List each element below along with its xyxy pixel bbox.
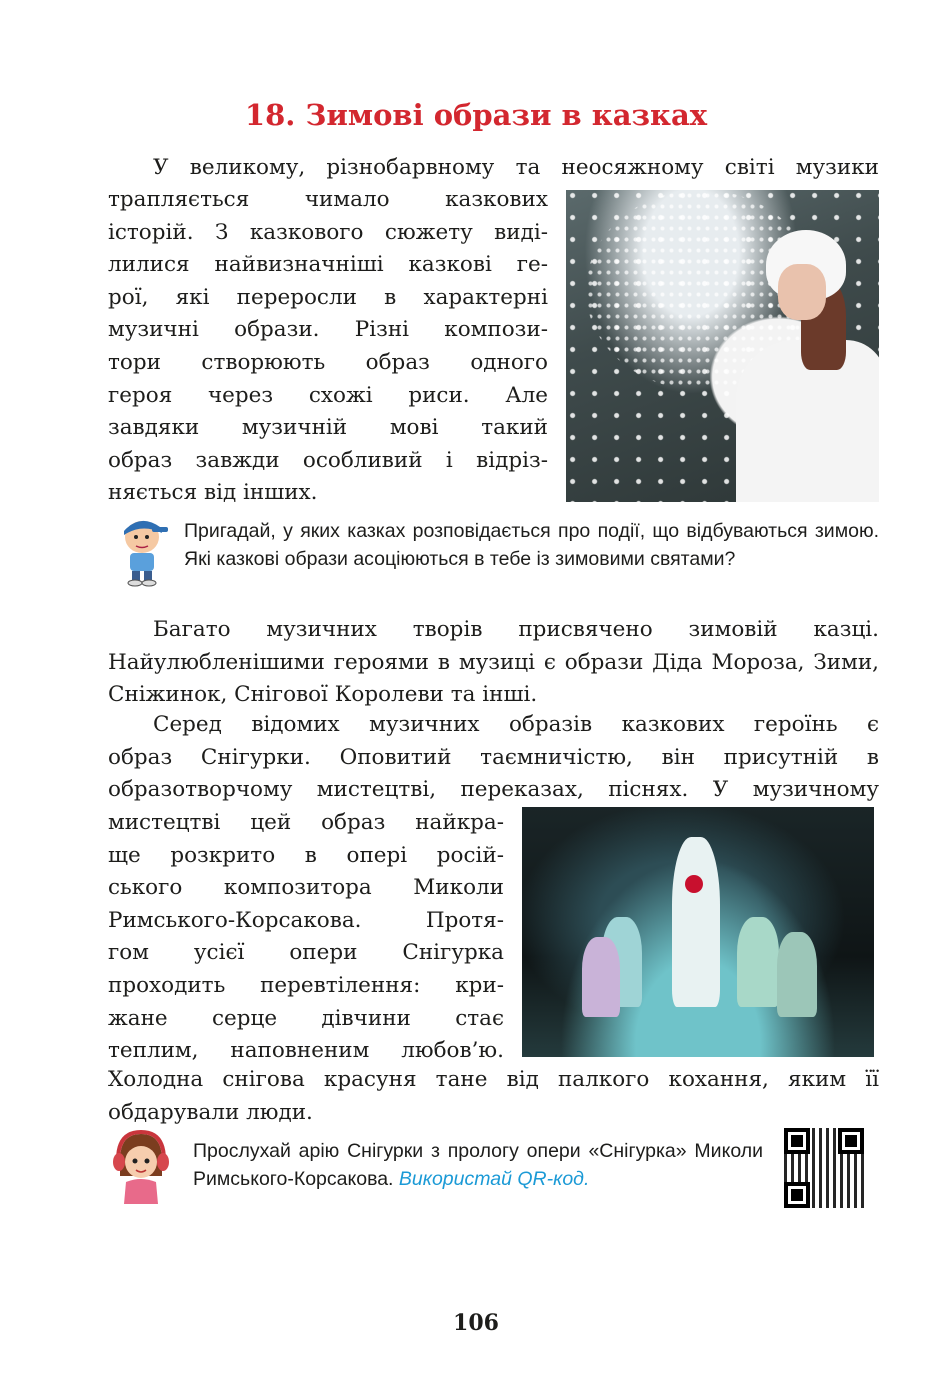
text-line: жане серце дівчини стає bbox=[108, 1005, 504, 1031]
page-title: 18. Зимові образи в казках bbox=[244, 98, 708, 132]
thinking-boy-icon bbox=[112, 515, 170, 587]
text-line: мистецтві цей образ найкра- bbox=[108, 810, 504, 835]
page-number: 106 bbox=[453, 1310, 499, 1336]
text-line: лилися найвизначніші казкові ге- bbox=[108, 252, 548, 278]
task-listen-text bbox=[193, 1138, 763, 1193]
dancer-figure bbox=[582, 937, 620, 1017]
task-recall-text: Пригадай, у яких казках розповідається про події, що відбуваються зимою. Які казкові образи асоціюються в тебе із зимовими святами? bbox=[184, 520, 879, 570]
qr-hint-link[interactable]: Використай QR-код. bbox=[398, 1167, 590, 1190]
text-line: образотворчому мистецтві, переказах, піснях. У музичному bbox=[108, 777, 879, 803]
text-line: тори створюють образ одного bbox=[108, 350, 548, 375]
text-line: ще розкрито в опері росій- bbox=[108, 842, 504, 868]
dancer-figure bbox=[737, 917, 779, 1007]
intro-first-line: У великому, різнобарвному та неосяжному світі музики bbox=[153, 155, 879, 180]
qr-finder bbox=[784, 1128, 810, 1154]
opera-snow-maiden-photo bbox=[522, 807, 874, 1057]
text-line: образ завжди особливий і відріз- bbox=[108, 447, 548, 473]
qr-finder bbox=[784, 1182, 810, 1208]
text-line: обдарували люди. bbox=[108, 1099, 313, 1125]
text-line: Серед відомих музичних образів казкових героїнь є bbox=[153, 712, 879, 737]
task-listen-instruction: Прослухай арію Снігурки з прологу опери «Снігурка» Миколи Римського-Корсакова. bbox=[193, 1140, 763, 1190]
text-line: теплим, наповненим любов’ю. bbox=[108, 1038, 504, 1064]
winter-girl-photo bbox=[566, 190, 879, 502]
text-line: завдяки музичній мові такий bbox=[108, 415, 548, 441]
red-ball bbox=[685, 875, 703, 893]
dancer-figure bbox=[777, 932, 817, 1017]
text-line: трапляється чимало казкових bbox=[108, 187, 548, 212]
snow-maiden-figure bbox=[672, 837, 720, 1007]
text-line: образ Снігурки. Оповитий таємничістю, він присутній в bbox=[108, 744, 879, 770]
text-line: гом усієї опери Снігурка bbox=[108, 940, 504, 966]
text-line: рої, які переросли в характерні bbox=[108, 284, 548, 310]
text-line: героя через схожі риси. Але bbox=[108, 382, 548, 408]
text-line: няється від інших. bbox=[108, 480, 318, 506]
text-line: історій. З казкового сюжету виді- bbox=[108, 219, 548, 245]
text-line: Римського-Корсакова. Протя- bbox=[108, 907, 504, 933]
listening-girl-icon bbox=[110, 1130, 172, 1206]
paragraph-winter-tale: Багато музичних творів присвячено зимовій казці. Найулюбленішими героями в музиці є образи Діда Мороза, Зими, Сніжинок, Снігової Королеви та інші. bbox=[108, 617, 879, 708]
face bbox=[778, 264, 826, 320]
text-line: музичні образи. Різні компози- bbox=[108, 317, 548, 343]
qr-finder bbox=[838, 1128, 864, 1154]
text-line: Холодна снігова красуня тане від палкого кохання, яким її bbox=[108, 1067, 879, 1092]
text-line: ського композитора Миколи bbox=[108, 875, 504, 901]
qr-code[interactable] bbox=[784, 1128, 864, 1208]
text-line: проходить перевтілення: кри- bbox=[108, 973, 504, 998]
